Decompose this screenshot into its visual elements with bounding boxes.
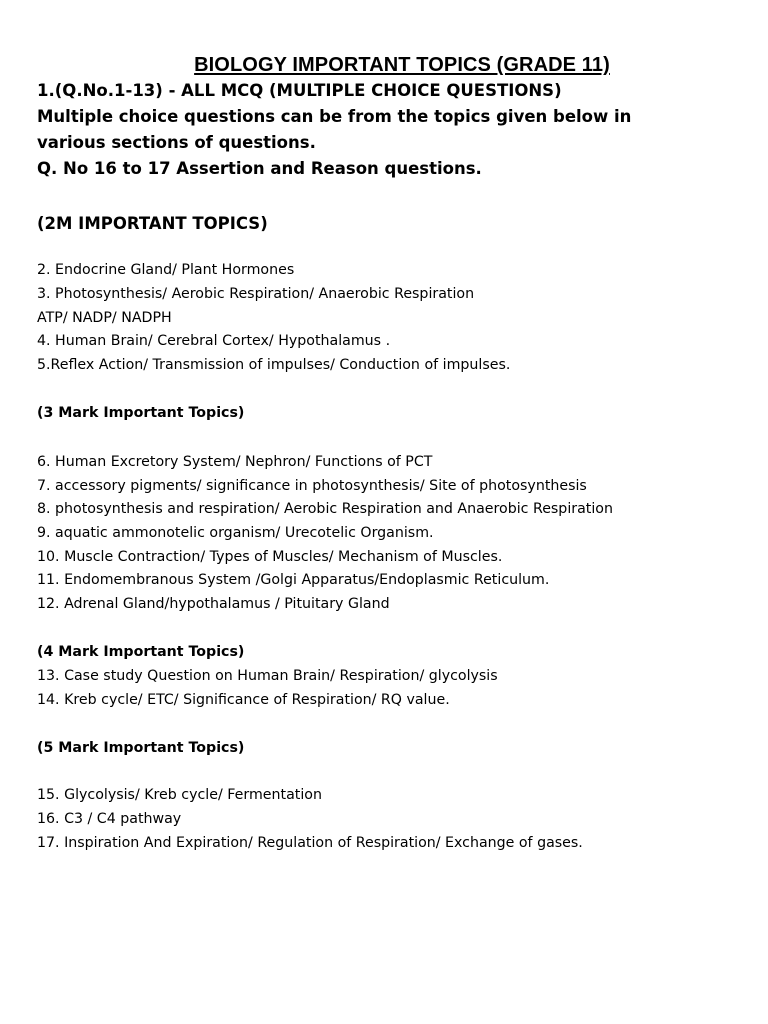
topic-item: 9. aquatic ammonotelic organism/ Urecotelic Organism. [37,525,434,541]
topic-item: 2. Endocrine Gland/ Plant Hormones [37,262,295,278]
topic-item: 16. C3 / C4 pathway [37,811,182,827]
topic-item: 5.Reflex Action/ Transmission of impulses/ Conduction of impulses. [37,357,511,373]
section-heading-5m: (5 Mark Important Topics) [37,740,245,756]
intro-line: 1.(Q.No.1-13) - ALL MCQ (MULTIPLE CHOICE QUESTIONS) [37,81,562,100]
topic-item: 4. Human Brain/ Cerebral Cortex/ Hypothalamus . [37,333,391,349]
topic-item: 11. Endomembranous System /Golgi Apparatus/Endoplasmic Reticulum. [37,572,550,588]
section-heading-2m: (2M IMPORTANT TOPICS) [37,214,268,233]
topic-item: 3. Photosynthesis/ Aerobic Respiration/ Anaerobic Respiration [37,286,475,302]
topic-item: 6. Human Excretory System/ Nephron/ Functions of PCT [37,454,433,470]
topic-item: 10. Muscle Contraction/ Types of Muscles/ Mechanism of Muscles. [37,549,503,565]
page-title: BIOLOGY IMPORTANT TOPICS (GRADE 11) [194,54,610,76]
section-heading-4m: (4 Mark Important Topics) [37,644,245,660]
intro-block [37,78,737,182]
intro-line: Multiple choice questions can be from the topics given below in [37,107,632,126]
topic-item: 12. Adrenal Gland/hypothalamus / Pituitary Gland [37,596,390,612]
topic-item: 8. photosynthesis and respiration/ Aerobic Respiration and Anaerobic Respiration [37,501,613,517]
intro-line: various sections of questions. [37,133,316,152]
topic-item: 13. Case study Question on Human Brain/ Respiration/ glycolysis [37,668,498,684]
topic-item: 7. accessory pigments/ significance in photosynthesis/ Site of photosynthesis [37,478,587,494]
intro-line: Q. No 16 to 17 Assertion and Reason questions. [37,159,482,178]
topic-item: ATP/ NADP/ NADPH [37,310,172,326]
topic-item: 15. Glycolysis/ Kreb cycle/ Fermentation [37,787,322,803]
topic-item: 17. Inspiration And Expiration/ Regulation of Respiration/ Exchange of gases. [37,835,583,851]
topic-item: 14. Kreb cycle/ ETC/ Significance of Respiration/ RQ value. [37,692,450,708]
section-heading-3m: (3 Mark Important Topics) [37,405,245,421]
